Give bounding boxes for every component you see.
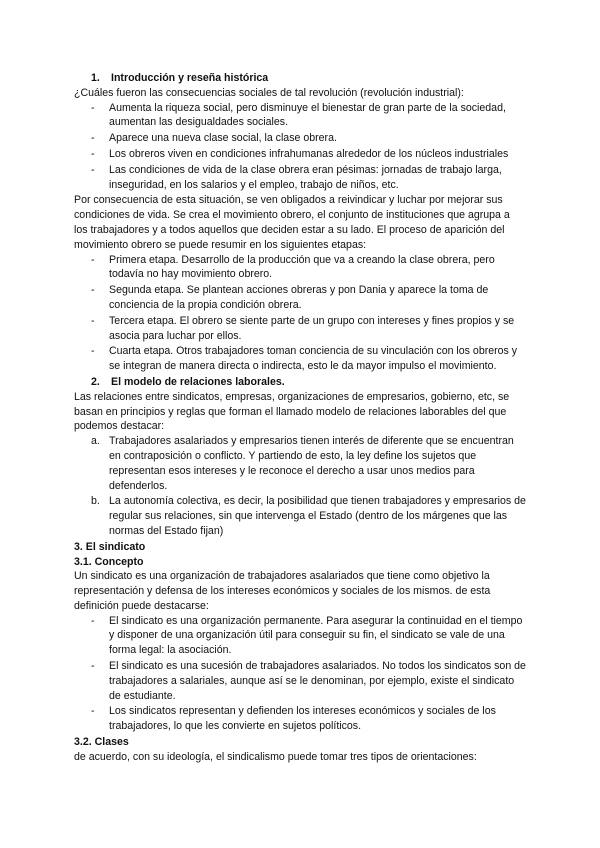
bullet-marker: - bbox=[91, 314, 95, 327]
section-2-number: 2. bbox=[91, 375, 100, 388]
section-1-heading bbox=[74, 71, 526, 86]
list-item: - Aparece una nueva clase social, la clase obrera. bbox=[91, 132, 337, 145]
list-item: - Aumenta la riqueza social, pero disminuye el bienestar de gran parte de la sociedad, aumentan las desigualdades sociales. bbox=[91, 101, 506, 129]
bullet-marker: - bbox=[91, 284, 95, 297]
section-1-title: Introducción y reseña histórica bbox=[111, 72, 269, 84]
list-item: - Tercera etapa. El obrero se siente parte de un grupo con intereses y fines propios y se asocia para luchar por ellos. bbox=[91, 314, 515, 342]
section-1-paragraph: Por consecuencia de esta situación, se ven obligados a reivindicar y luchar por mejorar sus condiciones de vida. Se crea el movimiento obrero, el conjunto de instituciones que agrupa a los trabajadores y a todos aquellos que deciden estar a su lado. El proceso de aparición del movimiento obrero se puede resumir en los siguientes etapas: bbox=[74, 194, 510, 251]
relations-list bbox=[74, 434, 526, 539]
list-item: - Los sindicatos representan y defienden los intereses económicos y sociales de los trabajadores, lo que les convierte en sujetos políticos. bbox=[91, 705, 496, 733]
list-item: - Cuarta etapa. Otros trabajadores toman conciencia de su vinculación con los obreros y se integran de manera directa o indirecta, esto le da mayor impulso el movimiento. bbox=[91, 345, 518, 373]
section-3-heading: 3. El sindicato bbox=[74, 540, 146, 553]
union-points-list bbox=[74, 614, 526, 734]
closing-paragraph: de acuerdo, con su ideología, el sindicalismo puede tomar tres tipos de orientaciones: bbox=[74, 750, 477, 763]
bullet-marker: - bbox=[91, 614, 95, 627]
bullet-marker: - bbox=[91, 660, 95, 673]
section-1-number: 1. bbox=[91, 72, 100, 84]
list-item: b. La autonomía colectiva, es decir, la posibilidad que tienen trabajadores y empresarios de regular sus relaciones, sin que intervenga el Estado (dentro de los márgenes que las normas del Estado fijan) bbox=[91, 495, 526, 537]
document-page bbox=[74, 71, 526, 765]
subsection-3-2-heading: 3.2. Clases bbox=[74, 736, 129, 749]
list-marker: a. bbox=[91, 435, 100, 448]
list-item: - Primera etapa. Desarrollo de la producción que va a creando la clase obrera, pero todavía no hay movimiento obrero. bbox=[91, 253, 495, 281]
section-2-title: El modelo de relaciones laborales. bbox=[111, 375, 285, 388]
bullet-marker: - bbox=[91, 705, 95, 718]
bullet-marker: - bbox=[91, 253, 95, 266]
list-marker: b. bbox=[91, 495, 100, 508]
list-item: - Los obreros viven en condiciones infrahumanas alrededor de los núcleos industriales bbox=[91, 147, 509, 160]
subsection-3-1-heading: 3.1. Concepto bbox=[74, 555, 144, 568]
bullet-marker: - bbox=[91, 147, 95, 160]
stages-list bbox=[74, 253, 526, 374]
list-item: - El sindicato es una sucesión de trabajadores asalariados. No todos los sindicatos son de trabajadores a salariales, aunque así se le denominan, por ejemplo, existe el sindicato de estudiante. bbox=[91, 660, 526, 702]
section-3-paragraph: Un sindicato es una organización de trabajadores asalariados que tiene como objetivo la representación y defensa de los intereses económicos y sociales de los mismos. de esta definición puede destacarse: bbox=[74, 570, 491, 612]
bullet-marker: - bbox=[91, 345, 95, 358]
bullet-marker: - bbox=[91, 101, 95, 114]
list-item: - Las condiciones de vida de la clase obrera eran pésimas: jornadas de trabajo larga, inseguridad, en los salarios y el empleo, trabajo de niños, etc. bbox=[91, 163, 502, 191]
list-item: - El sindicato es una organización permanente. Para asegurar la continuidad en el tiempo y disponer de una organización útil para conseguir su fin, el sindicato se vale de una forma legal: la asociación. bbox=[91, 614, 523, 657]
bullet-marker: - bbox=[91, 163, 95, 176]
list-item: a. Trabajadores asalariados y empresarios tienen interés de diferente que se encuentran en contraposición o conflicto. Y partiendo de esto, la ley define los sujetos que representan esos intereses y le reconoce el derecho a usar unos medios para defenderlos. bbox=[91, 435, 514, 492]
bullet-marker: - bbox=[91, 132, 95, 145]
consequences-list bbox=[74, 101, 526, 193]
section-2-paragraph: Las relaciones entre sindicatos, empresas, organizaciones de empresarios, gobierno, etc, se basan en principios y reglas que forman el llamado modelo de relaciones laborables del que podemos destacar: bbox=[74, 390, 510, 433]
section-1-question: ¿Cuáles fueron las consecuencias sociales de tal revolución (revolución industrial): bbox=[74, 86, 464, 99]
section-2-heading bbox=[74, 375, 526, 390]
list-item: - Segunda etapa. Se plantean acciones obreras y pon Dania y aparece la toma de conciencia de la propia condición obrera. bbox=[91, 284, 489, 311]
